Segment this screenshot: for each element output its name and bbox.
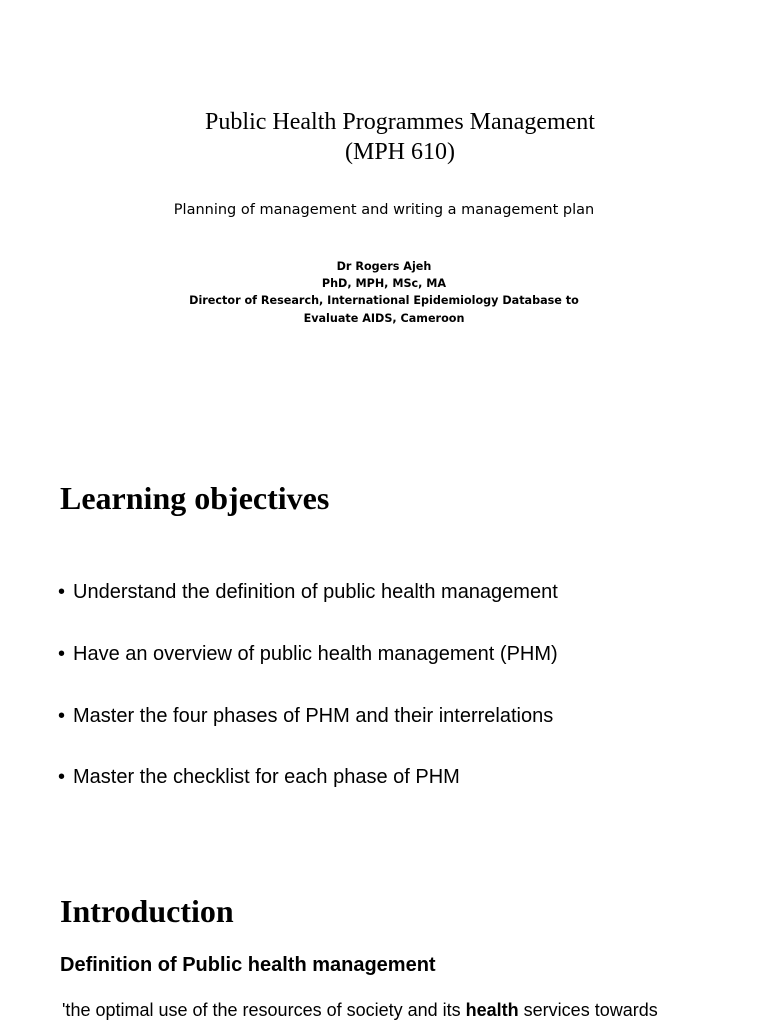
definition-emphasis: health (465, 1000, 519, 1020)
author-role-line-2: Evaluate AIDS, Cameroon (303, 312, 465, 325)
objective-text: Understand the definition of public health management (73, 581, 558, 603)
definition-text-end: services towards (518, 1000, 658, 1020)
bullet-icon: • (58, 705, 66, 727)
objective-text: Have an overview of public health management (PHM) (73, 643, 558, 665)
definition-heading: Definition of Public health management (60, 954, 436, 976)
objective-item (58, 704, 553, 728)
author-role-line-1: Director of Research, International Epidemiology Database to (189, 294, 579, 307)
author-name: Dr Rogers Ajeh (336, 260, 432, 273)
objective-item (58, 642, 558, 666)
bullet-icon: • (58, 581, 66, 603)
objective-item (58, 580, 558, 604)
objective-text: Master the checklist for each phase of PHM (73, 766, 460, 788)
introduction-heading: Introduction (60, 893, 234, 929)
definition-text-start: 'the optimal use of the resources of society and its (62, 1000, 466, 1020)
slide-title-line-2: (MPH 610) (344, 139, 455, 165)
author-degrees: PhD, MPH, MSc, MA (321, 277, 447, 290)
bullet-icon: • (58, 766, 66, 788)
objective-item (58, 765, 460, 789)
definition-text (62, 999, 658, 1021)
bullet-icon: • (58, 643, 66, 665)
slide-title-line-1: Public Health Programmes Management (205, 109, 595, 135)
objective-text: Master the four phases of PHM and their interrelations (73, 705, 554, 727)
learning-objectives-heading: Learning objectives (60, 480, 330, 516)
slide-subtitle: Planning of management and writing a management plan (173, 202, 595, 218)
